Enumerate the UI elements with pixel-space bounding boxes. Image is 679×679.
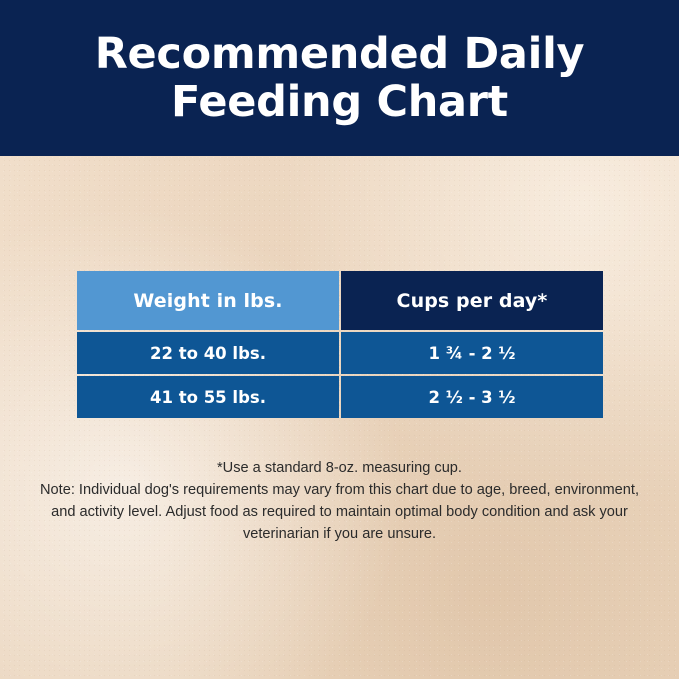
- column-header-cups: Cups per day*: [341, 271, 603, 330]
- column-header-weight: Weight in lbs.: [77, 271, 339, 330]
- footnote-measuring-cup: *Use a standard 8-oz. measuring cup.: [217, 460, 462, 476]
- feeding-table: [75, 269, 605, 420]
- cell-weight-range: 22 to 40 lbs.: [77, 332, 339, 374]
- table-body: [77, 332, 603, 418]
- table-header-row: [77, 271, 603, 330]
- cell-cups-per-day: 1 ¾ - 2 ½: [341, 332, 603, 374]
- table-row: [77, 332, 603, 374]
- feeding-table-container: [75, 269, 605, 420]
- page-title: Recommended Daily Feeding Chart: [94, 28, 585, 127]
- footnote-disclaimer: Note: Individual dog's requirements may vary from this chart due to age, breed, environment, and activity level. Adjust food as required to maintain optimal body condition and ask your veterinarian if you are unsure.: [40, 481, 639, 542]
- cell-cups-per-day: 2 ½ - 3 ½: [341, 376, 603, 418]
- chart-footnotes: [40, 458, 639, 546]
- cell-weight-range: 41 to 55 lbs.: [77, 376, 339, 418]
- chart-header-banner: [0, 0, 679, 156]
- table-header: [77, 271, 603, 330]
- table-row: [77, 376, 603, 418]
